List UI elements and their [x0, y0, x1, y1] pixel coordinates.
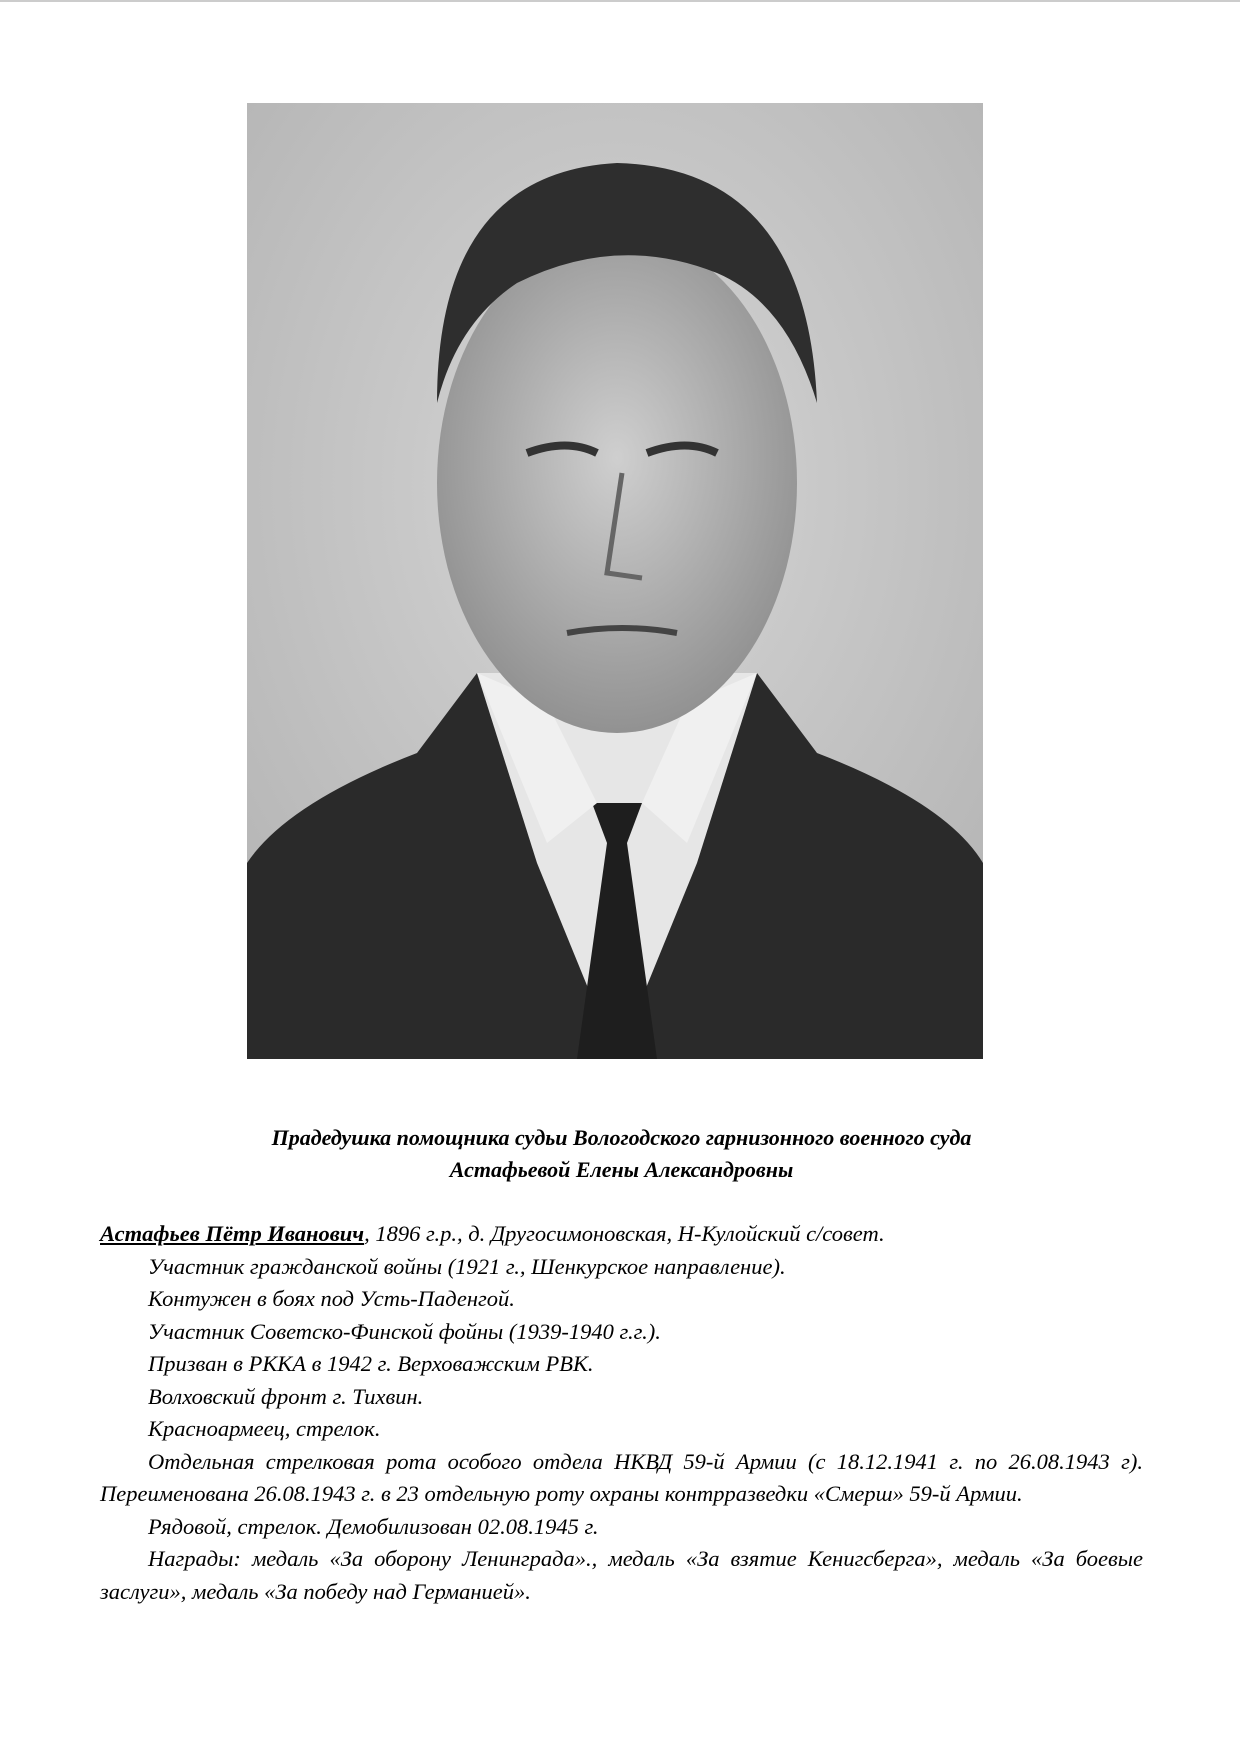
- person-intro: [100, 1218, 1143, 1251]
- person-name: Астафьев Пётр Иванович: [100, 1221, 365, 1246]
- bio-paragraph: Участник Советско-Финской фойны (1939-1940 г.г.).: [148, 1318, 661, 1344]
- person-details: , 1896 г.р., д. Другосимоновская, Н-Кулойский с/совет.: [364, 1221, 885, 1246]
- heading-line-2: Астафьевой Елены Александровны: [449, 1157, 794, 1182]
- bio-paragraph: Рядовой, стрелок. Демобилизован 02.08.1945 г.: [148, 1513, 599, 1539]
- bio-paragraph: Призван в РККА в 1942 г. Верховажским РВК.: [148, 1351, 594, 1376]
- bio-paragraph: Награды: медаль «За оборону Ленинграда»., медаль «За взятие Кенигсберга», медаль «За боевые заслуги», медаль «За победу над Германией».: [100, 1546, 1143, 1604]
- heading-line-1: Прадедушка помощника судьи Вологодского гарнизонного военного суда: [271, 1125, 972, 1150]
- biography-text: [100, 1218, 1143, 1608]
- portrait-photo: [247, 103, 983, 1059]
- bio-paragraph: Отдельная стрелковая рота особого отдела НКВД 59-й Армии (с 18.12.1941 г. по 26.08.1943 г). Переименована 26.08.1943 г. в 23 отдельную роту охраны контрразведки «Смерш» 59-й Армии.: [100, 1448, 1143, 1506]
- bio-paragraph: Участник гражданской войны (1921 г., Шенкурское направление).: [148, 1253, 786, 1279]
- document-heading: [100, 1122, 1143, 1186]
- bio-paragraph: Волховский фронт г. Тихвин.: [148, 1383, 424, 1409]
- bio-paragraph: Контужен в боях под Усть-Паденгой.: [148, 1286, 515, 1311]
- page-edge-line: [0, 0, 1240, 2]
- bio-paragraph: Красноармеец, стрелок.: [148, 1416, 381, 1441]
